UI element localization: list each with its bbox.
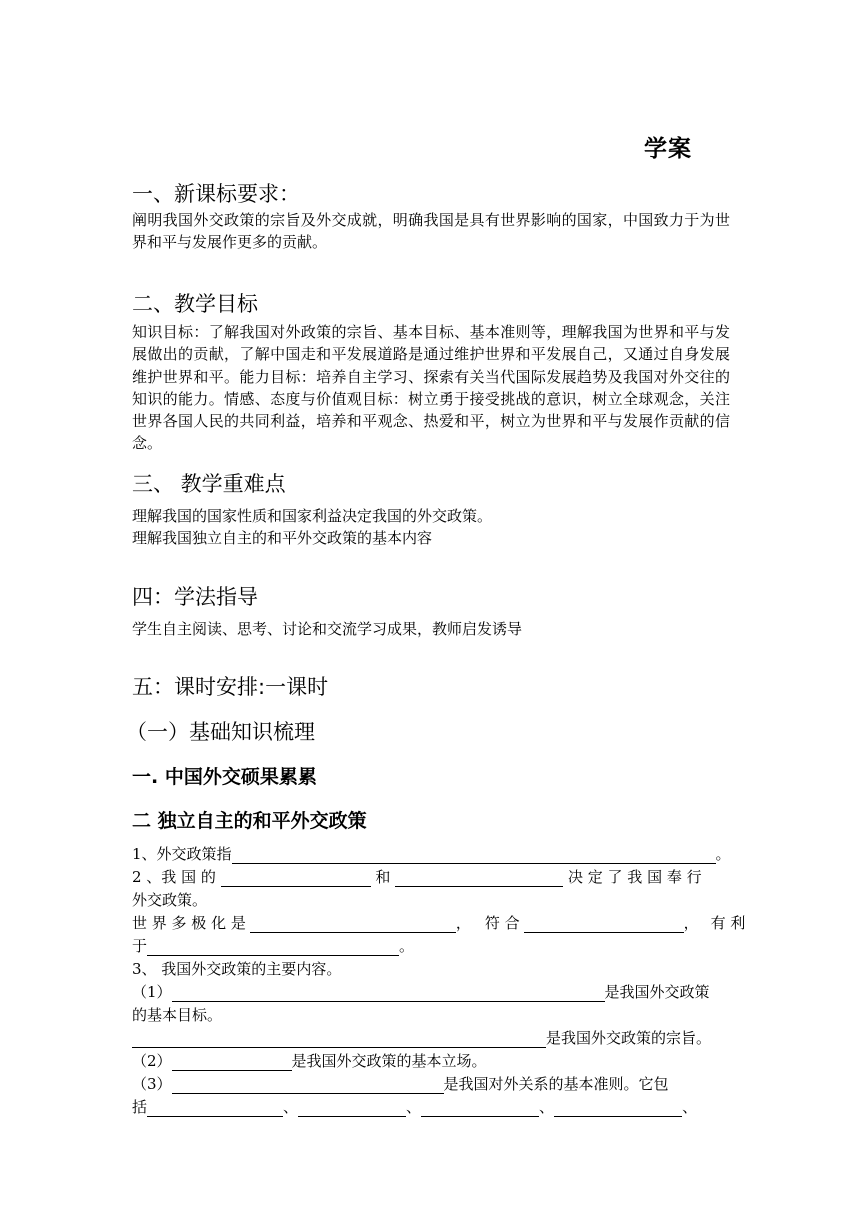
question-3-3-label: （3） xyxy=(132,1075,172,1093)
question-3-2-label: （2） xyxy=(132,1052,172,1070)
part-heading-1: 一. 中国外交硕果累累 xyxy=(132,766,317,788)
answer-blank[interactable] xyxy=(221,869,371,887)
answer-blank[interactable] xyxy=(172,1053,292,1071)
section-text-2: 知识目标：了解我国对外政策的宗旨、基本目标、基本准则等，理解我国为世界和平与发展做出的贡献，了解中国走和平发展道路是通过维护世界和平发展自己，又通过自身发展维护世界和平。能力目标：培养自主学习、探索有关当代国际发展趋势及我国对外交往的知识的能力。情感、态度与价值观目标：树立勇于接受挑战的意识，树立全球观念，关注世界各国人民的共同利益，培养和平观念、热爱和平，树立为世界和平与发展作贡献的信念。 xyxy=(132,323,730,453)
answer-blank[interactable] xyxy=(524,915,684,933)
question-3-3 xyxy=(132,1073,669,1094)
dun-mark: 、 xyxy=(539,1098,555,1116)
question-2-suffix: 决 定 了 我 国 奉 行 xyxy=(568,868,702,886)
subsection-heading: （一）基础知识梳理 xyxy=(126,720,315,744)
section-3-line-2: 理解我国独立自主的和平外交政策的基本内容 xyxy=(132,529,433,547)
question-3-2 xyxy=(132,1050,487,1071)
question-1 xyxy=(132,843,731,864)
answer-blank[interactable] xyxy=(554,1099,682,1117)
question-2-label: 2 、我 国 的 xyxy=(132,868,216,886)
part-heading-2: 二 独立自主的和平外交政策 xyxy=(132,810,367,832)
answer-blank[interactable] xyxy=(298,1099,406,1117)
question-3-3-line-2 xyxy=(132,1096,697,1117)
answer-blank[interactable] xyxy=(421,1099,539,1117)
section-heading-2: 二、教学目标 xyxy=(132,292,258,316)
section-3-line-1: 理解我国的国家性质和国家利益决定我国的外交政策。 xyxy=(132,507,493,525)
dun-mark: 、 xyxy=(682,1098,698,1116)
section-text-1: 阐明我国外交政策的宗旨及外交成就，明确我国是具有世界影响的国家，中国致力于为世界和平与发展作更多的贡献。 xyxy=(132,211,730,252)
period-mark: 。 xyxy=(399,937,415,955)
section-heading-4: 四：学法指导 xyxy=(132,585,258,609)
question-3-3-suffix: 是我国对外关系的基本准则。它包 xyxy=(443,1075,669,1093)
dun-mark: 、 xyxy=(406,1098,422,1116)
answer-blank[interactable] xyxy=(172,984,605,1002)
question-3-1-line-3 xyxy=(132,1027,711,1048)
answer-blank[interactable] xyxy=(147,938,399,956)
answer-blank[interactable] xyxy=(147,1099,283,1117)
question-2-line-2: 外交政策。 xyxy=(132,891,208,909)
question-3: 3、 我国外交政策的主要内容。 xyxy=(132,960,342,978)
question-3-1-label: （1） xyxy=(132,983,172,1001)
comma-mark: ， xyxy=(455,914,471,932)
section-heading-1: 一、新课标要求： xyxy=(132,182,300,206)
document-title: 学案 xyxy=(644,136,692,162)
comma-mark: ， xyxy=(683,914,699,932)
question-2-line-3-end: 有 利 xyxy=(710,914,746,932)
answer-blank[interactable] xyxy=(250,915,456,933)
question-3-1-line-3-suffix: 是我国外交政策的宗旨。 xyxy=(546,1029,712,1047)
question-3-3-line-2-prefix: 括 xyxy=(132,1098,148,1116)
question-1-label: 1、外交政策指 xyxy=(132,845,232,863)
section-heading-5: 五：课时安排:一课时 xyxy=(132,675,329,699)
dun-mark: 、 xyxy=(283,1098,299,1116)
question-3-1-suffix: 是我国外交政策 xyxy=(604,983,710,1001)
answer-blank[interactable] xyxy=(232,846,716,864)
question-2-line-4 xyxy=(132,935,414,956)
answer-blank[interactable] xyxy=(132,1030,546,1048)
question-2 xyxy=(132,866,702,887)
question-3-2-suffix: 是我国外交政策的基本立场。 xyxy=(291,1052,487,1070)
question-2-and: 和 xyxy=(375,868,391,886)
question-3-1 xyxy=(132,981,710,1002)
section-text-4: 学生自主阅读、思考、讨论和交流学习成果，教师启发诱导 xyxy=(132,620,523,638)
section-heading-3: 三、 教学重难点 xyxy=(132,472,286,496)
period-mark: 。 xyxy=(715,845,731,863)
question-3-1-line-2: 的基本目标。 xyxy=(132,1006,223,1024)
answer-blank[interactable] xyxy=(395,869,563,887)
question-2-line-3-mid: 符 合 xyxy=(484,914,520,932)
question-2-line-3-prefix: 世 界 多 极 化 是 xyxy=(132,914,246,932)
question-2-line-3 xyxy=(132,912,745,933)
answer-blank[interactable] xyxy=(172,1076,444,1094)
question-2-line-4-prefix: 于 xyxy=(132,937,148,955)
